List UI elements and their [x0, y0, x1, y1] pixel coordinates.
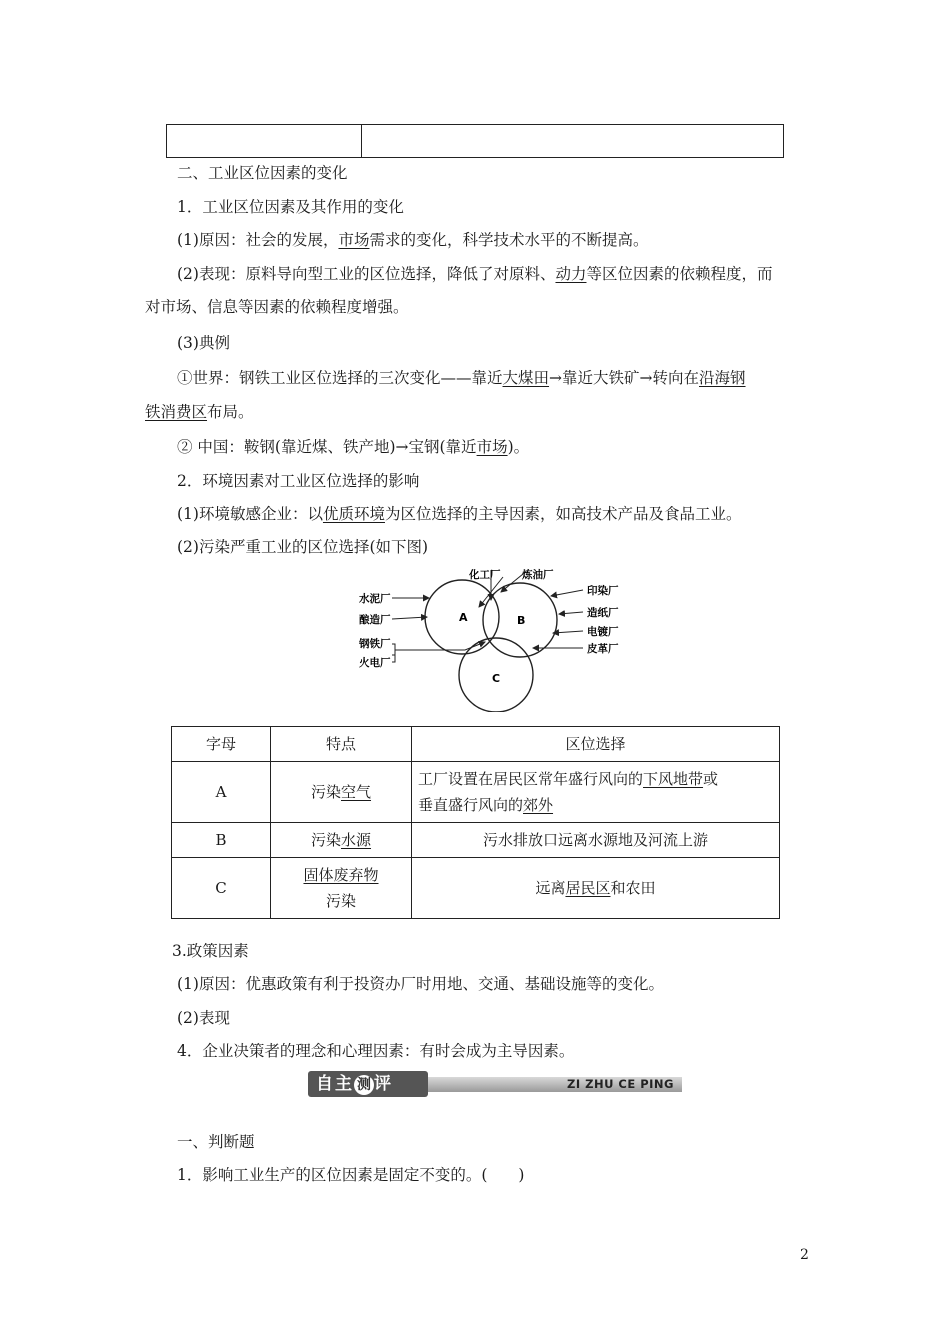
- cell-feature: 固体废弃物 污染: [271, 858, 412, 919]
- table-row: [172, 858, 780, 919]
- table-row: [172, 823, 780, 858]
- bracket-power: [392, 655, 395, 662]
- label-b: B: [517, 614, 526, 627]
- cell-letter: C: [172, 858, 271, 919]
- item1-title: 1．工业区位因素及其作用的变化: [177, 198, 404, 216]
- banner-title: 自主 测 评: [316, 1074, 393, 1094]
- location-table: [171, 726, 780, 919]
- label-refinery: 炼油厂: [522, 569, 554, 581]
- label-printing-plant: 印染厂: [587, 585, 619, 597]
- cell-choice: 工厂设置在居民区常年盛行风向的下风地带或 垂直盛行风向的郊外: [412, 762, 780, 823]
- cell-letter: A: [172, 762, 271, 823]
- label-c: C: [492, 672, 501, 685]
- label-leather-plant: 皮革厂: [587, 643, 619, 655]
- cell-feature: 污染水源: [271, 823, 412, 858]
- self-test-banner: [308, 1071, 682, 1097]
- label-power-plant: 火电厂: [359, 657, 391, 669]
- example-world-line2: 铁消费区布局。: [145, 403, 254, 421]
- example-china: ② 中国：鞍钢(靠近煤、铁产地)→宝钢(靠近市场)。: [177, 438, 530, 456]
- label-plating-plant: 电镀厂: [587, 626, 619, 638]
- arrow-paper: [559, 612, 583, 614]
- banner-highlight-char: 测: [354, 1075, 374, 1095]
- cell-choice: 污水排放口远离水源地及河流上游: [412, 823, 780, 858]
- header-feature: 特点: [271, 727, 412, 762]
- table-divider: [361, 125, 362, 157]
- table-header-row: [172, 727, 780, 762]
- table-continuation-row: [166, 124, 784, 158]
- arrow-printing: [551, 590, 583, 596]
- header-choice: 区位选择: [412, 727, 780, 762]
- quiz-heading: 一、判断题: [177, 1133, 255, 1151]
- label-paper-mill: 造纸厂: [587, 607, 619, 619]
- label-brewery: 酿造厂: [359, 614, 391, 626]
- header-letter: 字母: [172, 727, 271, 762]
- item2-sensitive: (1)环境敏感企业：以优质环境为区位选择的主导因素，如高技术产品及食品工业。: [177, 505, 742, 523]
- banner-pinyin: ZI ZHU CE PING: [567, 1077, 674, 1091]
- item3-title: 3.政策因素: [172, 942, 249, 960]
- item1-manifest-line2: 对市场、信息等因素的依赖程度增强。: [145, 298, 409, 316]
- cell-feature: 污染空气: [271, 762, 412, 823]
- label-chem-plant: 化工厂: [469, 569, 501, 581]
- arrow-plating: [553, 631, 583, 633]
- label-a: A: [459, 611, 468, 624]
- label-cement-plant: 水泥厂: [359, 593, 391, 605]
- pollution-location-diagram: [355, 562, 630, 712]
- example-world: ①世界：钢铁工业区位选择的三次变化——靠近大煤田→靠近大铁矿→转向在沿海钢: [177, 369, 746, 387]
- quiz-question-1: 1．影响工业生产的区位因素是固定不变的。( ): [177, 1166, 525, 1184]
- item4-title: 4．企业决策者的理念和心理因素：有时会成为主导因素。: [177, 1042, 575, 1060]
- arrow-brewery: [392, 617, 427, 619]
- cell-letter: B: [172, 823, 271, 858]
- item1-manifest: (2)表现：原料导向型工业的区位选择，降低了对原料、动力等区位因素的依赖程度，而: [177, 265, 773, 283]
- cell-choice: 远离居民区和农田: [412, 858, 780, 919]
- table-row: [172, 762, 780, 823]
- item1-reason: (1)原因：社会的发展，市场需求的变化，科学技术水平的不断提高。: [177, 231, 649, 249]
- page-number: 2: [800, 1247, 809, 1263]
- item2-title: 2．环境因素对工业区位选择的影响: [177, 472, 420, 490]
- label-steel-plant: 钢铁厂: [359, 638, 391, 650]
- section-heading: 二、工业区位因素的变化: [177, 164, 348, 182]
- item3-reason: (1)原因：优惠政策有利于投资办厂时用地、交通、基础设施等的变化。: [177, 975, 664, 993]
- item3-manifest: (2)表现: [177, 1009, 230, 1027]
- example-label: (3)典例: [177, 334, 230, 352]
- item2-polluting: (2)污染严重工业的区位选择(如下图): [177, 538, 429, 556]
